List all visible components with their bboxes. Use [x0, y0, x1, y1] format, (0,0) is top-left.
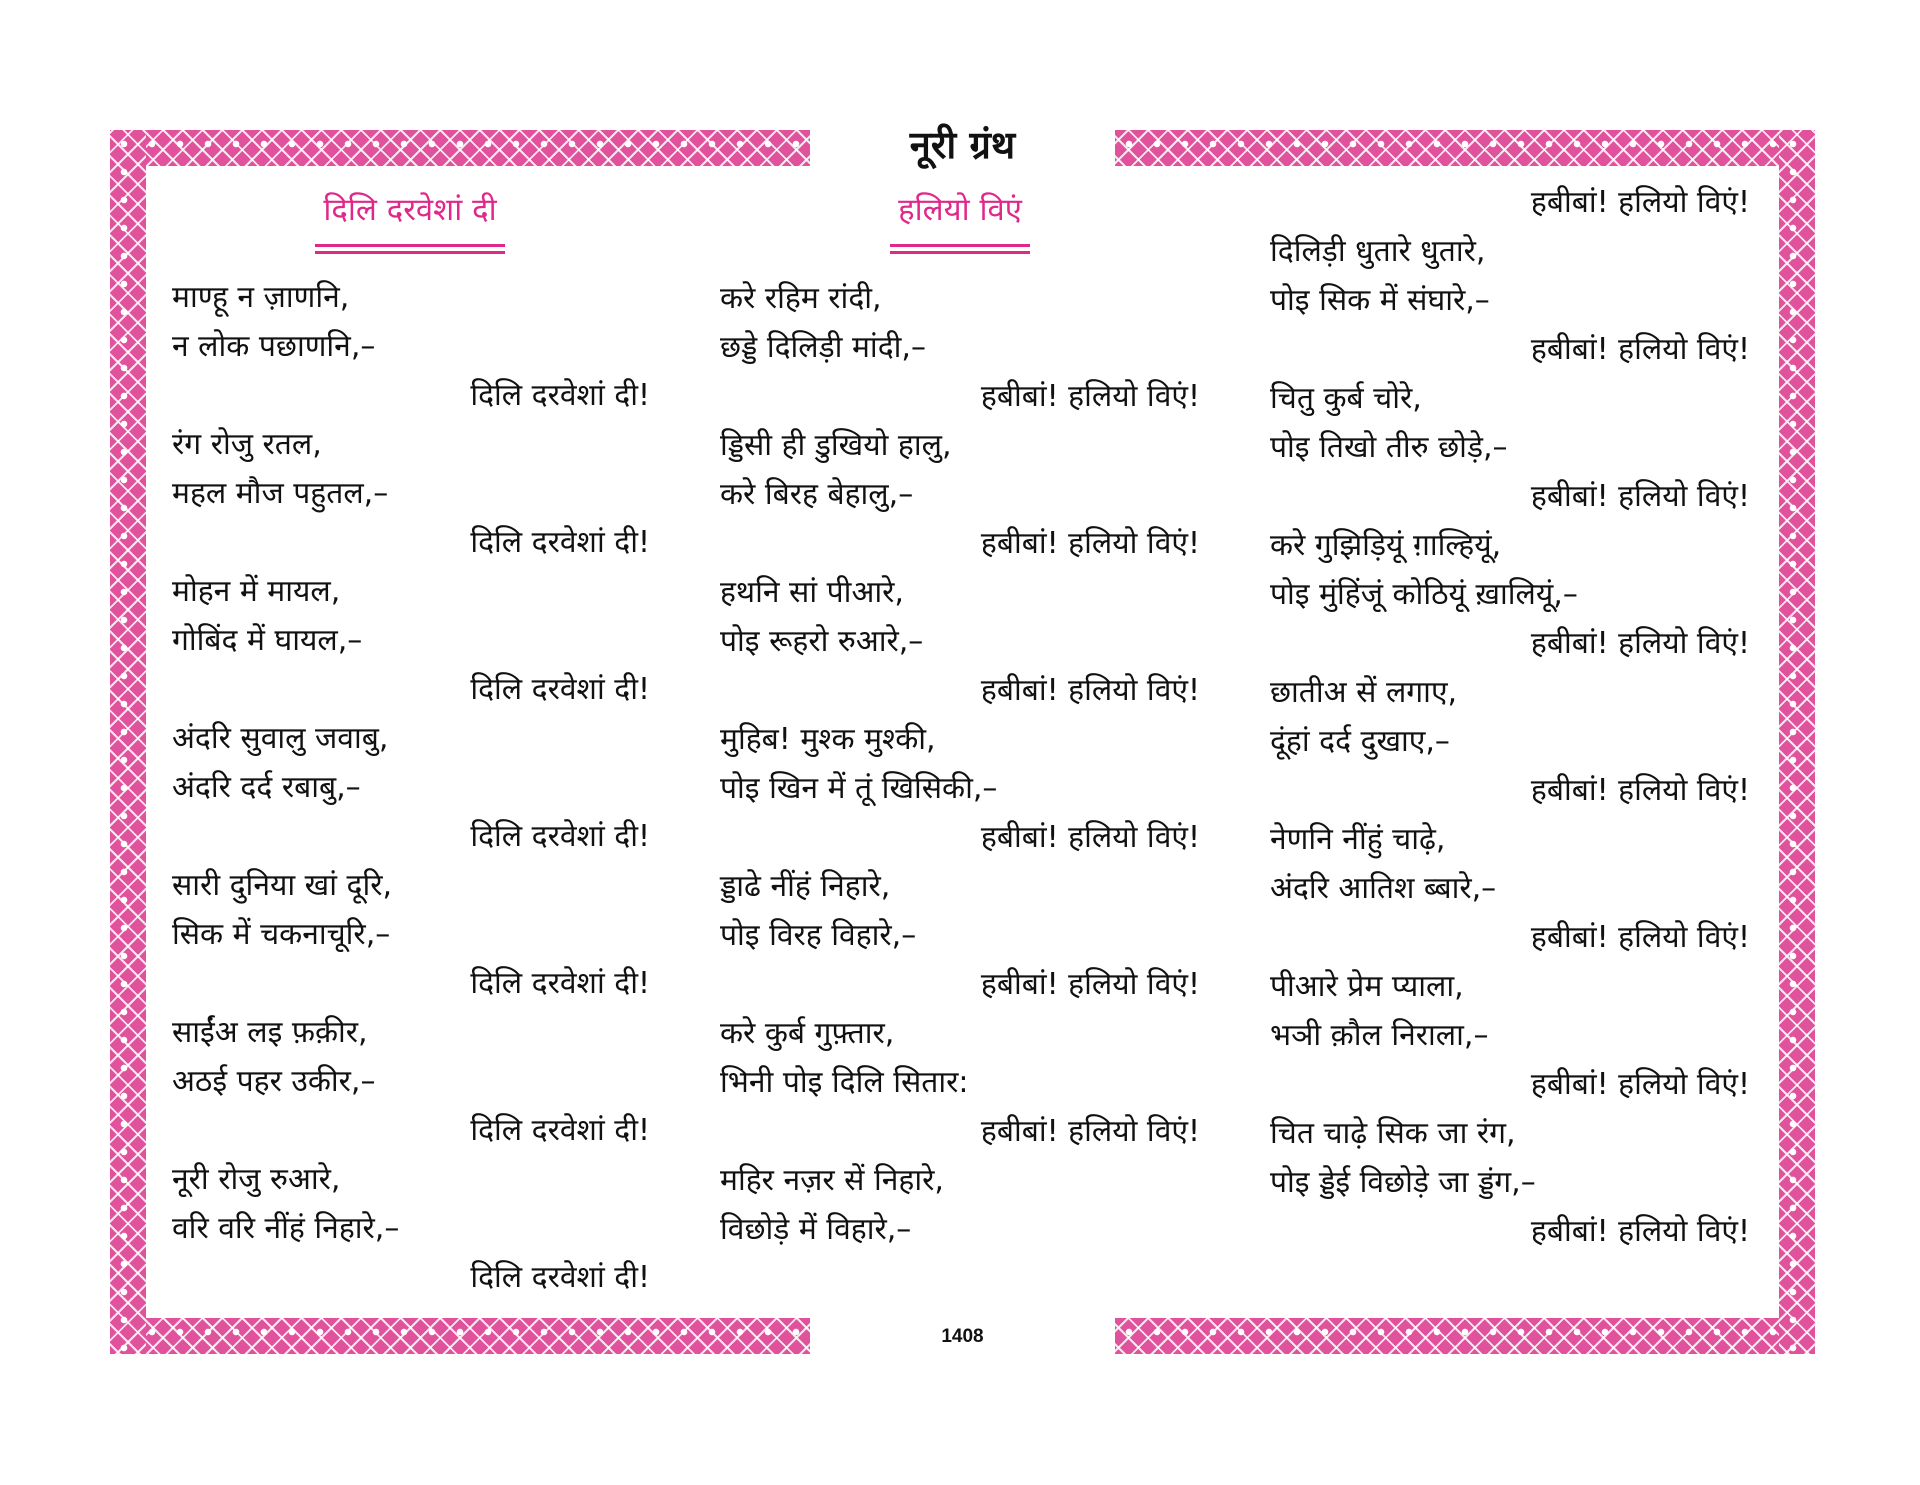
poem-line: मोहन में मायल,: [172, 574, 341, 609]
heading-underline: [315, 244, 505, 247]
poem-line: भिनी पोइ दिलि सितार:: [720, 1065, 969, 1100]
poem-line: सिक में चकनाचूरि,–: [172, 917, 391, 952]
poem-line: पोइ तिखो तीरु छोड़े,–: [1270, 430, 1508, 465]
poem-refrain: दिलि दरवेशां दी!: [470, 672, 650, 707]
border-top-left: [110, 130, 810, 166]
poem-refrain: हबीबां! हलियो विएं!: [1530, 773, 1750, 808]
border-top-right: [1115, 130, 1815, 166]
poem-line: माण्हू न ज़ाणनि,: [172, 280, 350, 315]
heading-underline: [890, 251, 1030, 254]
poem-refrain: दिलि दरवेशां दी!: [470, 819, 650, 854]
poem-line: पोइ खिन में तूं खिसिकी,–: [720, 771, 998, 806]
poem-refrain: हबीबां! हलियो विएं!: [980, 1114, 1200, 1149]
poem-line: साईंअ लइ फ़क़ीर,: [172, 1015, 368, 1050]
poem-line: नूरी रोजु रुआरे,: [172, 1162, 341, 1197]
poem-line: अंदरि दर्द रबाबु,–: [172, 770, 361, 805]
poem-line: अठई पहर उकीर,–: [172, 1064, 376, 1099]
poem-refrain: हबीबां! हलियो विएं!: [1530, 332, 1750, 367]
poem-line: करे गुझिड़ियूं ग़ाल्हियूं,: [1270, 528, 1502, 563]
poem-line: सारी दुनिया खां दूरि,: [172, 868, 393, 903]
poem-refrain: दिलि दरवेशां दी!: [470, 966, 650, 1001]
poem-refrain: हबीबां! हलियो विएं!: [1530, 1214, 1750, 1249]
poem-line: महिर नज़र सें निहारे,: [720, 1163, 944, 1198]
poem-line: पीआरे प्रेम प्याला,: [1270, 969, 1464, 1004]
middle-poem-title: हलियो विएं: [898, 192, 1022, 228]
poem-line: पोइ ड्डेई विछोड़े जा ड्डंग,–: [1270, 1165, 1536, 1200]
poem-line: चित चाढ़े सिक जा रंग,: [1270, 1116, 1516, 1151]
poem-line: नेणनि नींहुं चाढ़े,: [1270, 822, 1446, 857]
poem-refrain: हबीबां! हलियो विएं!: [980, 673, 1200, 708]
poem-refrain: हबीबां! हलियो विएं!: [980, 820, 1200, 855]
poem-line: करे कुर्ब गुफ़्तार,: [720, 1016, 895, 1051]
poem-refrain: दिलि दरवेशां दी!: [470, 525, 650, 560]
poem-refrain: हबीबां! हलियो विएं!: [1530, 920, 1750, 955]
left-poem-heading: [315, 188, 505, 254]
poem-line: भञी क़ौल निराला,–: [1270, 1018, 1489, 1053]
poem-line: मुहिब! मुश्क मुश्की,: [720, 722, 936, 757]
poem-refrain: हबीबां! हलियो विएं!: [1530, 185, 1750, 220]
poem-refrain: दिलि दरवेशां दी!: [470, 1260, 650, 1295]
page-number: 1408: [941, 1326, 984, 1347]
poem-refrain: दिलि दरवेशां दी!: [470, 378, 650, 413]
middle-poem-heading: [890, 188, 1030, 254]
poem-line: हथनि सां पीआरे,: [720, 575, 904, 610]
poem-refrain: हबीबां! हलियो विएं!: [1530, 479, 1750, 514]
left-poem-title: दिलि दरवेशां दी: [323, 192, 497, 228]
poem-refrain: हबीबां! हलियो विएं!: [980, 526, 1200, 561]
poem-line: अंदरि आतिश ब्बारे,–: [1270, 871, 1497, 906]
poem-line: दिलिड़ी धुतारे धुतारे,: [1270, 234, 1486, 269]
poem-refrain: हबीबां! हलियो विएं!: [980, 379, 1200, 414]
poem-line: ड्डाढे नींहं निहारे,: [720, 869, 891, 904]
book-title: नूरी ग्रंथ: [909, 123, 1016, 167]
left-poem-column: [172, 273, 650, 1302]
middle-poem-column: [720, 274, 1200, 1254]
poem-line: न लोक पछाणनि,–: [172, 329, 376, 364]
poem-line: वरि वरि नींहं निहारे,–: [172, 1211, 400, 1246]
poem-line: दूंहां दर्द दुखाए,–: [1270, 724, 1450, 759]
poem-refrain: हबीबां! हलियो विएं!: [1530, 626, 1750, 661]
right-poem-column: [1270, 178, 1750, 1256]
poem-line: करे बिरह बेहालु,–: [720, 477, 914, 512]
heading-underline: [890, 244, 1030, 247]
poem-refrain: हबीबां! हलियो विएं!: [980, 967, 1200, 1002]
poem-refrain: हबीबां! हलियो विएं!: [1530, 1067, 1750, 1102]
poem-line: पोइ मुंहिंजूं कोठियूं ख़ालियूं,–: [1270, 577, 1578, 612]
poem-line: चितु कुर्ब चोरे,: [1270, 381, 1422, 416]
poem-line: करे रहिम रांदी,: [720, 281, 882, 316]
poem-line: रंग रोजु रतल,: [172, 427, 322, 462]
poem-line: महल मौज पहुतल,–: [172, 476, 389, 511]
poem-line: पोइ रूहरो रुआरे,–: [720, 624, 924, 659]
poem-line: गोबिंद में घायल,–: [172, 623, 363, 658]
border-left: [110, 130, 146, 1354]
heading-underline: [315, 251, 505, 254]
poem-line: पोइ विरह विहारे,–: [720, 918, 917, 953]
border-bottom-left: [110, 1318, 810, 1354]
poem-line: पोइ सिक में संघारे,–: [1270, 283, 1490, 318]
border-right: [1779, 130, 1815, 1354]
poem-refrain: दिलि दरवेशां दी!: [470, 1113, 650, 1148]
poem-line: छड्डे दिलिड़ी मांदी,–: [720, 330, 926, 365]
poem-line: छातीअ सें लगाए,: [1270, 675, 1458, 710]
poem-line: अंदरि सुवालु जवाबु,: [172, 721, 389, 756]
border-bottom-right: [1115, 1318, 1815, 1354]
poem-line: विछोड़े में विहारे,–: [720, 1212, 912, 1247]
poem-line: ड्डिसी ही डुखियो हालु,: [720, 428, 952, 463]
